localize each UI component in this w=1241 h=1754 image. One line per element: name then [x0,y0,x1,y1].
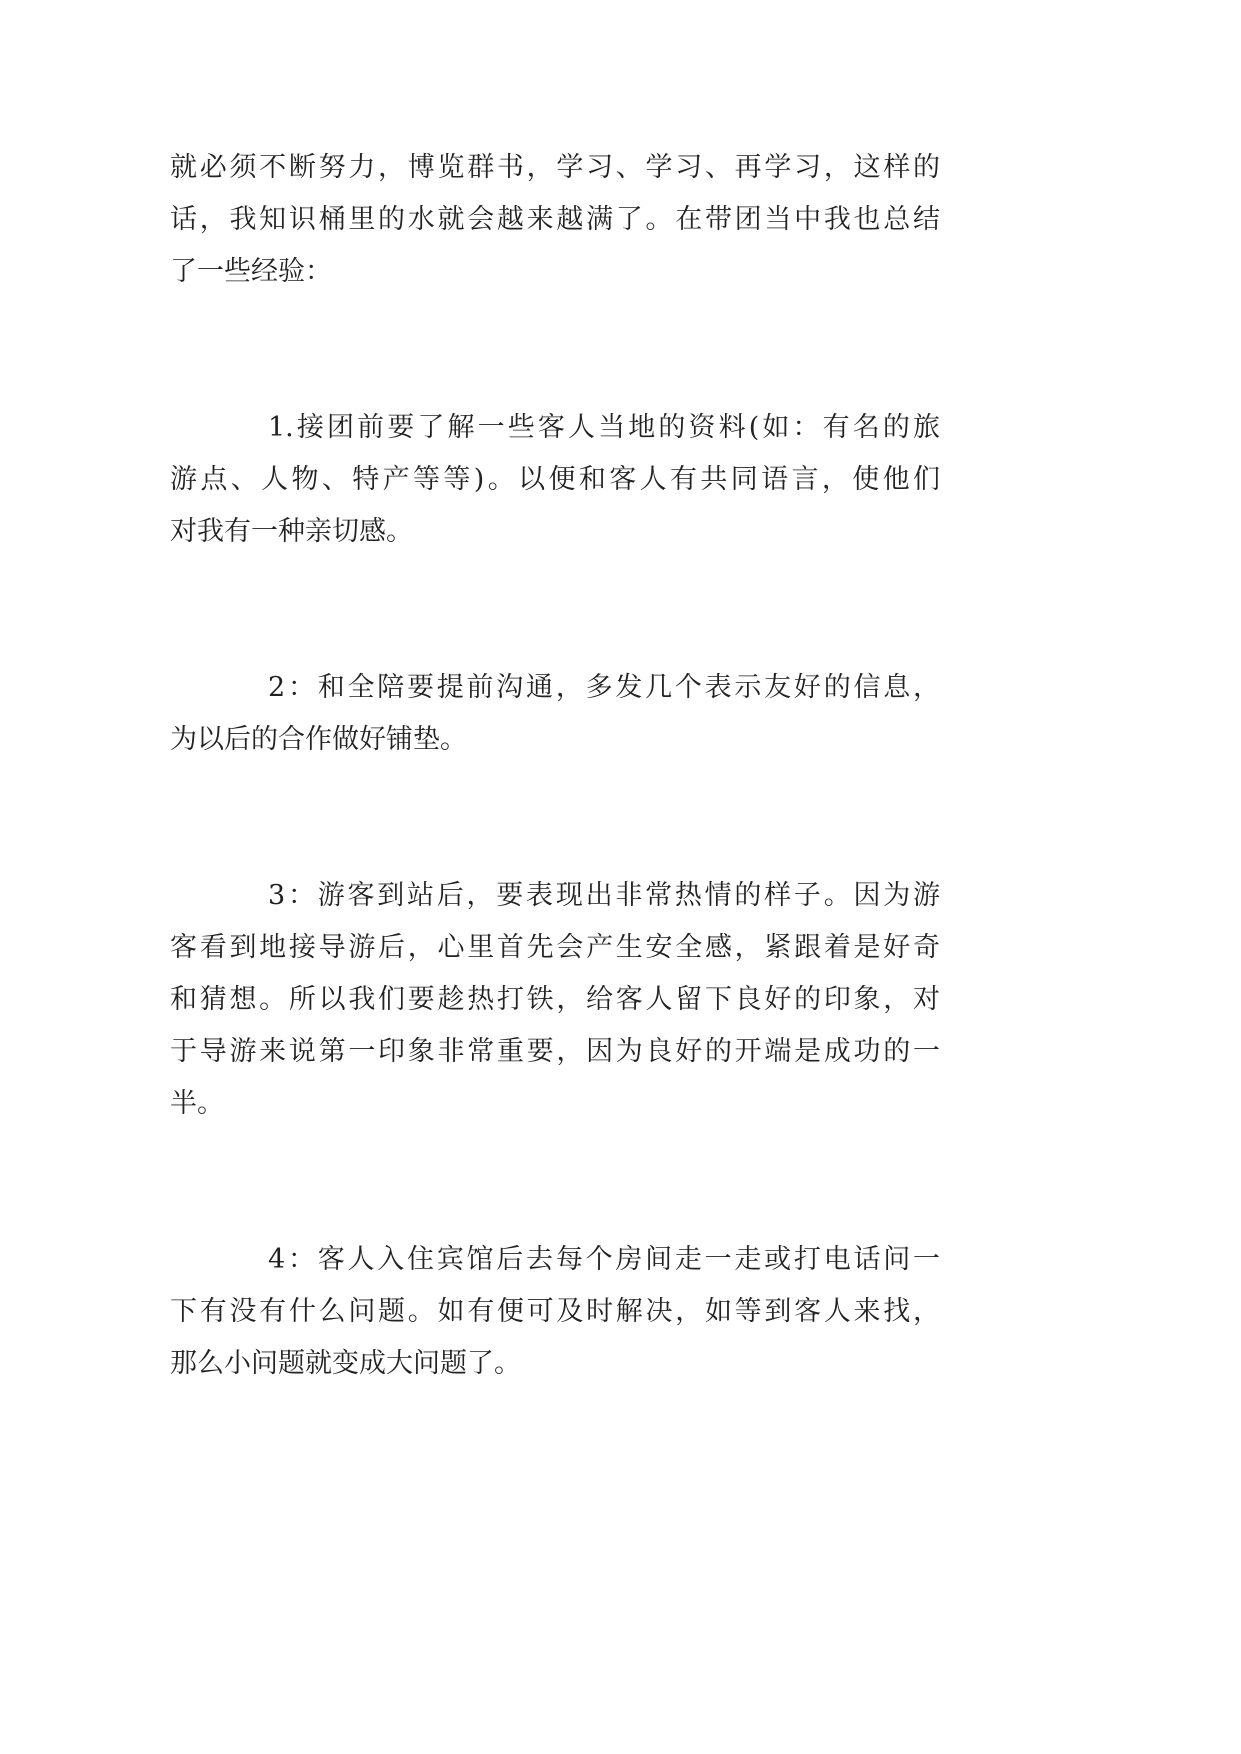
paragraph-continuation [170,142,940,298]
text-line: 那么小问题就变成大问题了。 [170,1348,521,1379]
text-line: 客看到地接导游后，心里首先会产生安全感，紧跟着是好奇 [170,932,940,963]
paragraph-item-3 [170,870,940,1130]
text-line: 下有没有什么问题。如有便可及时解决，如等到客人来找， [170,1296,940,1327]
text-line: 对我有一种亲切感。 [170,516,413,547]
text-line: 和猜想。所以我们要趁热打铁，给客人留下良好的印象，对 [170,984,940,1015]
text-line: 于导游来说第一印象非常重要，因为良好的开端是成功的一 [170,1036,940,1067]
text-line: 半。 [170,1088,224,1119]
paragraph-item-4 [170,1234,940,1390]
paragraph-item-1 [170,402,940,558]
document-body [170,142,940,1390]
text-line: 4：客人入住宾馆后去每个房间走一走或打电话问一 [268,1244,940,1275]
text-line: 为以后的合作做好铺垫。 [170,724,467,755]
text-line: 1.接团前要了解一些客人当地的资料(如：有名的旅 [268,412,940,443]
text-line: 3：游客到站后，要表现出非常热情的样子。因为游 [268,880,940,911]
text-line: 游点、人物、特产等等)。以便和客人有共同语言，使他们 [170,464,940,495]
text-line: 话，我知识桶里的水就会越来越满了。在带团当中我也总结 [170,204,940,235]
text-line: 就必须不断努力，博览群书，学习、学习、再学习，这样的 [170,152,940,183]
text-line: 2：和全陪要提前沟通，多发几个表示友好的信息， [268,672,940,703]
text-line: 了一些经验： [170,256,332,287]
paragraph-item-2 [170,662,940,766]
